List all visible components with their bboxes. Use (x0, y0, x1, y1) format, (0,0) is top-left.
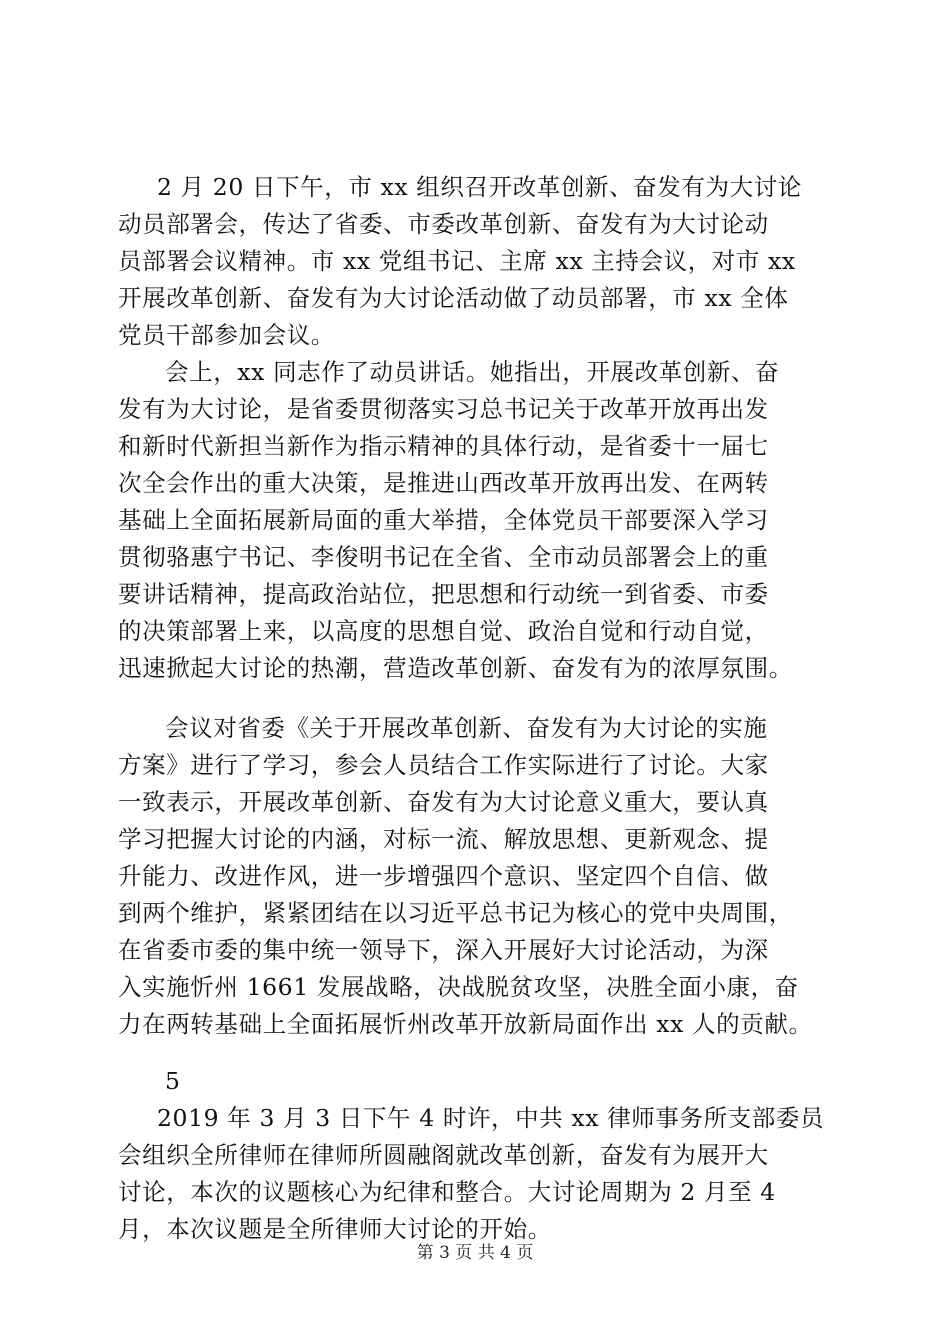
text-line: 一致表示，开展改革创新、奋发有为大讨论意义重大，要认真 (118, 788, 769, 816)
text-line: 动员部署会，传达了省委、市委改革创新、奋发有为大讨论动 (118, 210, 769, 238)
text-line: 发有为大讨论，是省委贯彻落实习总书记关于改革开放再出发 (118, 395, 769, 423)
text-line: 迅速掀起大讨论的热潮，营造改革创新、奋发有为的浓厚氛围。 (118, 654, 793, 682)
text-line: 开展改革创新、奋发有为大讨论活动做了动员部署，市 xx 全体 (118, 284, 789, 312)
text-line: 要讲话精神，提高政治站位，把思想和行动统一到省委、市委 (118, 580, 769, 608)
text-line: 月，本次议题是全所律师大讨论的开始。 (118, 1215, 552, 1243)
text-line: 党员干部参加会议。 (118, 321, 335, 349)
text-line: 讨论，本次的议题核心为纪律和整合。大讨论周期为 2 月至 4 (118, 1178, 776, 1206)
text-line: 会议对省委《关于开展改革创新、奋发有为大讨论的实施 (165, 714, 768, 742)
text-line: 入实施忻州 1661 发展战略，决战脱贫攻坚，决胜全面小康，奋 (118, 973, 799, 1001)
text-line: 学习把握大讨论的内涵，对标一流、解放思想、更新观念、提 (118, 825, 769, 853)
text-line: 升能力、改进作风，进一步增强四个意识、坚定四个自信、做 (118, 862, 769, 890)
text-line: 会上，xx 同志作了动员讲话。她指出，开展改革创新、奋 (165, 358, 780, 386)
text-line: 次全会作出的重大决策，是推进山西改革开放再出发、在两转 (118, 469, 769, 497)
text-line: 和新时代新担当新作为指示精神的具体行动，是省委十一届七 (118, 432, 769, 460)
page-footer: 第 3 页 共 4 页 (416, 1243, 534, 1263)
text-line: 到两个维护，紧紧团结在以习近平总书记为核心的党中央周围， (118, 899, 793, 927)
text-line: 员部署会议精神。市 xx 党组书记、主席 xx 主持会议，对市 xx (118, 247, 796, 275)
text-line: 贯彻骆惠宁书记、李俊明书记在全省、全市动员部署会上的重 (118, 543, 769, 571)
text-line: 力在两转基础上全面拓展忻州改革开放新局面作出 xx 人的贡献。 (118, 1010, 813, 1038)
text-line: 2 月 20 日下午，市 xx 组织召开改革创新、奋发有为大讨论 (157, 173, 802, 201)
text-line: 在省委市委的集中统一领导下，深入开展好大讨论活动，为深 (118, 936, 769, 964)
text-line: 基础上全面拓展新局面的重大举措，全体党员干部要深入学习 (118, 506, 769, 534)
text-line: 的决策部署上来，以高度的思想自觉、政治自觉和行动自觉， (118, 617, 769, 645)
text-line: 会组织全所律师在律师所圆融阁就改革创新，奋发有为展开大 (118, 1141, 769, 1169)
text-line: 方案》进行了学习，参会人员结合工作实际进行了讨论。大家 (118, 751, 769, 779)
text-line: 2019 年 3 月 3 日下午 4 时许，中共 xx 律师事务所支部委员 (157, 1104, 825, 1132)
text-line: 5 (165, 1067, 181, 1095)
